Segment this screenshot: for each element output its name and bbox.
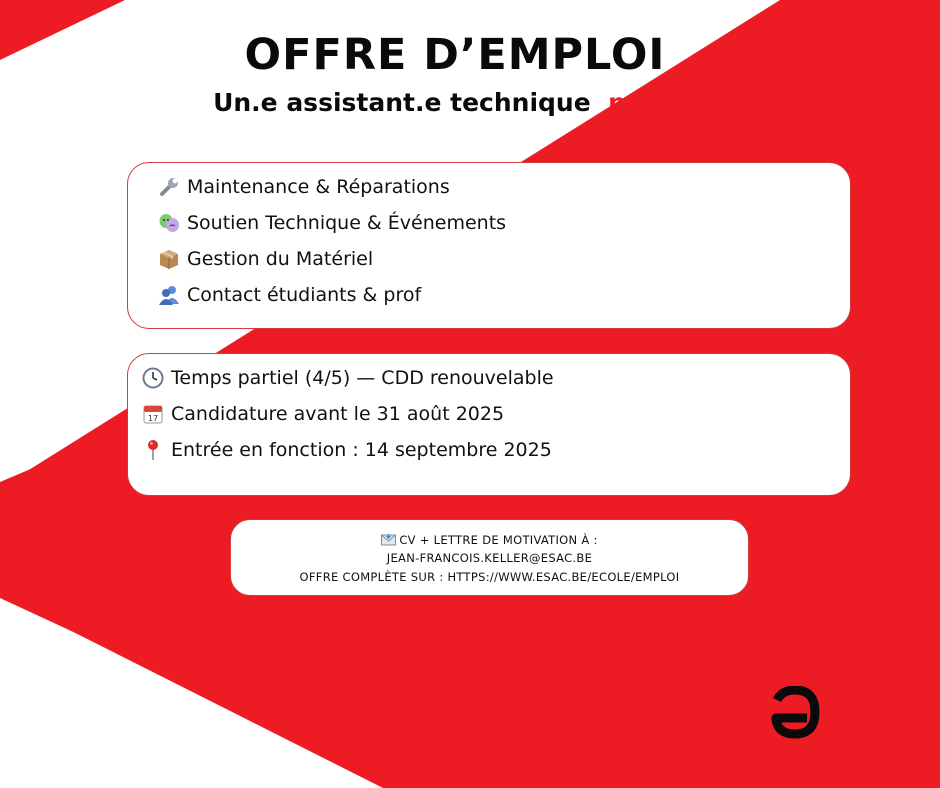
application-label: CV + LETTRE DE MOTIVATION À : [399,533,598,547]
mission-label: Maintenance & Réparations [187,176,450,198]
job-subtitle [0,88,940,117]
mission-label: Soutien Technique & Événements [187,212,507,234]
svg-text:17: 17 [147,414,159,423]
mission-item [158,248,373,270]
mission-label: Gestion du Matériel [187,248,374,270]
condition-item [142,403,504,425]
mission-item [158,212,506,234]
subtitle-accent: polyvalent.e [608,88,783,117]
calendar-icon [142,403,166,425]
package-icon [158,248,182,270]
condition-item [142,367,554,389]
condition-item [142,439,552,461]
conditions-card [127,353,851,496]
mission-item [158,284,421,306]
people-icon [158,284,182,306]
pin-icon [142,439,166,461]
condition-label: Candidature avant le 31 août 2025 [171,403,505,425]
clock-icon [142,367,166,389]
application-instructions [231,532,748,547]
missions-card [127,162,851,329]
mail-envelope-icon [381,534,396,546]
subtitle-main: Un.e assistant.e technique [213,88,591,117]
esac-schwa-logo [768,686,826,758]
mission-label: Contact étudiants & prof [187,284,422,306]
condition-label: Entrée en fonction : 14 septembre 2025 [171,439,552,461]
theater-masks-icon [158,212,182,234]
mission-item [158,176,450,198]
wrench-icon [158,176,182,198]
full-offer-link[interactable]: OFFRE COMPLÈTE SUR : HTTPS://WWW.ESAC.BE/ECOLE/EMPLOI [299,570,680,584]
page-title: OFFRE D’EMPLOI [244,30,666,80]
contact-email[interactable]: JEAN-FRANCOIS.KELLER@ESAC.BE [386,551,593,565]
contact-card [230,519,749,596]
condition-label: Temps partiel (4/5) — CDD renouvelable [171,367,554,389]
